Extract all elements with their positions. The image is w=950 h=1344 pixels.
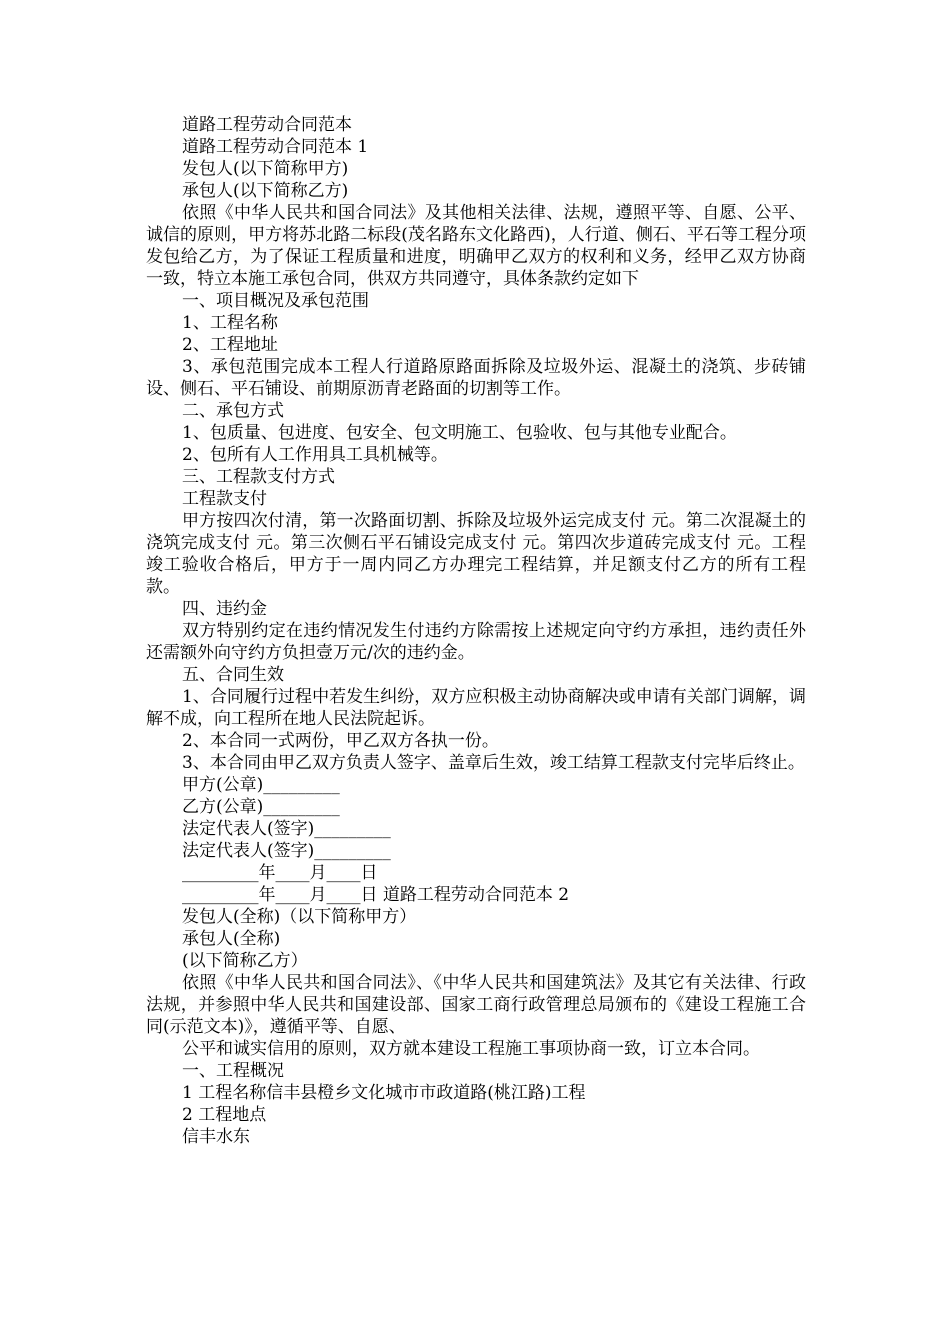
preamble-paragraph: 公平和诚实信用的原则，双方就本建设工程施工事项协商一致，订立本合同。 [182, 1039, 760, 1059]
clause-item: 1、工程名称 [182, 313, 278, 333]
contractor-party-a: 发包人(以下简称甲方) [182, 159, 349, 179]
preamble-paragraph: 依照《中华人民共和国合同法》及其他相关法律、法规，遵照平等、自愿、公平、诚信的原则，甲方将苏北路二标段(茂名路东文化路西)，人行道、侧石、平石等工程分项发包给乙方，为了保证工程质量和进度，明确甲乙双方的权利和义务，经甲乙双方协商一致，特立本施工承包合同，供双方共同遵守，具体条款约定如下 [146, 203, 806, 289]
document-title: 道路工程劳动合同范本 [182, 115, 352, 135]
clause-item: 1 工程名称信丰县橙乡文化城市市政道路(桃江路)工程 [182, 1083, 586, 1103]
contractor-party-b: 承包人(全称) [182, 929, 281, 949]
section-heading: 五、合同生效 [182, 665, 284, 685]
section-heading: 四、违约金 [182, 599, 267, 619]
clause-item: 1、合同履行过程中若发生纠纷，双方应积极主动协商解决或申请有关部门调解，调解不成，向工程所在地人民法院起诉。 [146, 687, 806, 729]
clause-item: 3、承包范围完成本工程人行道路原路面拆除及垃圾外运、混凝土的浇筑、步砖铺设、侧石、平石铺设、前期原沥青老路面的切割等工作。 [146, 357, 806, 399]
clause-item: 1、包质量、包进度、包安全、包文明施工、包验收、包与其他专业配合。 [182, 423, 737, 443]
date-line: _________年____月____日 道路工程劳动合同范本 2 [182, 885, 570, 905]
payment-paragraph: 甲方按四次付清，第一次路面切割、拆除及垃圾外运完成支付 元。第二次混凝土的浇筑完成支付 元。第三次侧石平石铺设完成支付 元。第四次步道砖完成支付 元。工程竣工验收合格后，甲方于一周内同乙方办理完工程结算，并足额支付乙方的所有工程款。 [146, 511, 806, 597]
signature-line: 甲方(公章)_________ [182, 775, 340, 795]
section-heading: 一、工程概况 [182, 1061, 284, 1081]
clause-item: 2、工程地址 [182, 335, 278, 355]
clause-item: 3、本合同由甲乙双方负责人签字、盖章后生效，竣工结算工程款支付完毕后终止。 [182, 753, 805, 773]
clause-item: 2、包所有人工作用具工具机械等。 [182, 445, 448, 465]
clause-item: 2、本合同一式两份，甲乙双方各执一份。 [182, 731, 499, 751]
date-line: _________年____月____日 [182, 863, 378, 883]
contractor-party-b: 承包人(以下简称乙方) [182, 181, 349, 201]
section-heading: 二、承包方式 [182, 401, 284, 421]
document-body [146, 114, 806, 1148]
clause-item: 2 工程地点 [182, 1105, 267, 1125]
section-heading: 一、项目概况及承包范围 [182, 291, 369, 311]
clause-item: 信丰水东 [182, 1127, 250, 1147]
contractor-party-b-note: (以下简称乙方） [182, 951, 308, 971]
signature-line: 法定代表人(签字)_________ [182, 819, 391, 839]
signature-line: 乙方(公章)_________ [182, 797, 340, 817]
signature-line: 法定代表人(签字)_________ [182, 841, 391, 861]
contractor-party-a: 发包人(全称)（以下简称甲方） [182, 907, 417, 927]
clause-item: 工程款支付 [182, 489, 267, 509]
contract-sample-1-heading: 道路工程劳动合同范本 1 [182, 137, 369, 157]
preamble-paragraph: 依照《中华人民共和国合同法》、《中华人民共和国建筑法》及其它有关法律、行政法规，并参照中华人民共和国建设部、国家工商行政管理总局颁布的《建设工程施工合同(示范文本)》，遵循平等、自愿、 [146, 973, 806, 1037]
section-heading: 三、工程款支付方式 [182, 467, 335, 487]
penalty-paragraph: 双方特别约定在违约情况发生付违约方除需按上述规定向守约方承担，违约责任外还需额外向守约方负担壹万元/次的违约金。 [146, 621, 806, 663]
